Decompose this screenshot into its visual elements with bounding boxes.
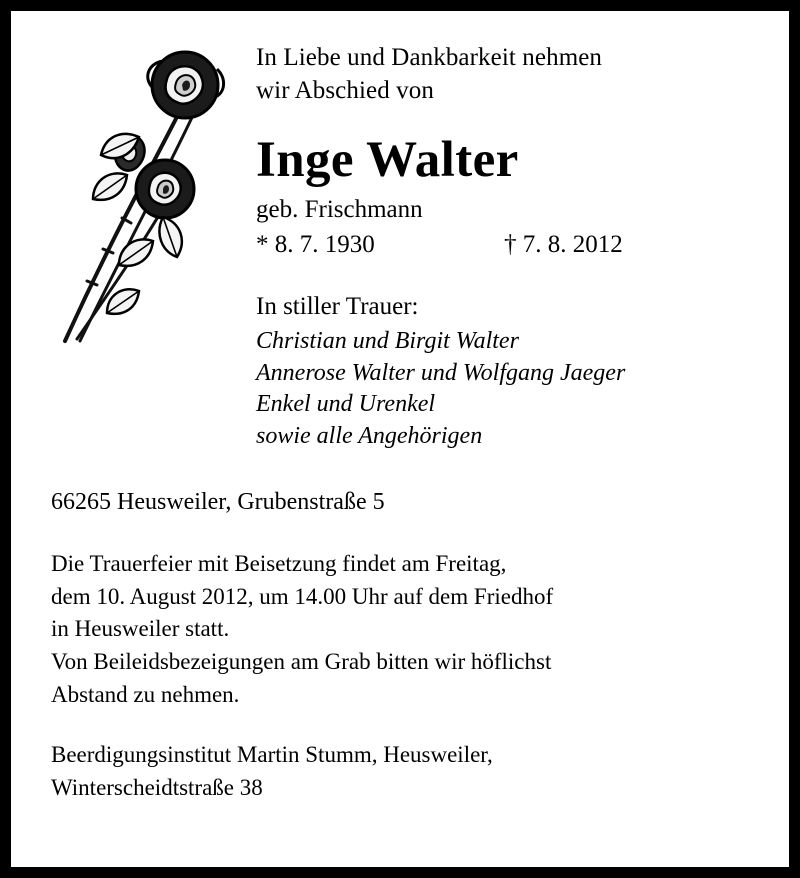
funeral-home-details xyxy=(51,739,761,804)
mourner-line: Annerose Walter und Wolfgang Jaeger xyxy=(256,359,626,386)
birth-date: * 8. 7. 1930 xyxy=(256,230,375,258)
ceremony-line: in Heusweiler statt. xyxy=(51,616,230,642)
mourner-line: Christian und Birgit Walter xyxy=(256,328,519,355)
life-dates xyxy=(256,229,761,262)
intro-line-2: wir Abschied von xyxy=(256,77,434,104)
ceremony-line: Abstand zu nehmen. xyxy=(51,681,240,707)
ceremony-details xyxy=(51,548,761,711)
maiden-name: geb. Frischmann xyxy=(256,196,423,224)
ceremony-line: Die Trauerfeier mit Beisetzung findet am Freitag, xyxy=(51,550,507,576)
mourner-line: sowie alle Angehörigen xyxy=(256,423,483,450)
top-text-block xyxy=(256,41,761,453)
ceremony-line: Von Beileidsbezeigungen am Grab bitten wir höflichst xyxy=(51,648,552,674)
mourning-label: In stiller Trauer: xyxy=(256,293,419,321)
mourner-line: Enkel und Urenkel xyxy=(256,391,436,418)
intro-line-1: In Liebe und Dankbarkeit nehmen xyxy=(256,44,603,71)
address-line: 66265 Heusweiler, Grubenstraße 5 xyxy=(51,488,385,515)
funeral-home-line: Winterscheidtstraße 38 xyxy=(51,774,263,800)
deceased-name: Inge Walter xyxy=(256,132,519,188)
rose-branch-illustration-icon xyxy=(35,41,235,351)
intro-text xyxy=(256,41,761,107)
ceremony-line: dem 10. August 2012, um 14.00 Uhr auf dem Friedhof xyxy=(51,583,554,609)
funeral-home-line: Beerdigungsinstitut Martin Stumm, Heusweiler, xyxy=(51,742,493,768)
death-date: † 7. 8. 2012 xyxy=(504,230,623,258)
obituary-inner xyxy=(11,11,789,867)
mourners-list xyxy=(256,326,761,453)
